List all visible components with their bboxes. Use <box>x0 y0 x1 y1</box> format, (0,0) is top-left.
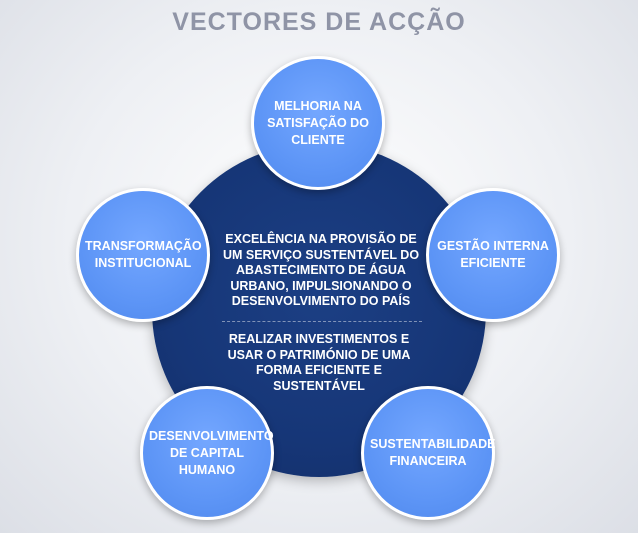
node-institutional-transformation <box>76 188 210 322</box>
node-label: TRANSFORMAÇÃO INSTITUCIONAL <box>85 239 202 270</box>
node-label: MELHORIA NA SATISFAÇÃO DO CLIENTE <box>267 98 369 147</box>
node-label: SUSTENTABILIDADE FINANCEIRA <box>370 437 496 468</box>
node-internal-management <box>426 188 560 322</box>
node-human-capital <box>140 386 274 520</box>
node-label: GESTÃO INTERNA EFICIENTE <box>437 239 549 270</box>
node-label: DESENVOLVIMENTO DE CAPITAL HUMANO <box>149 428 274 477</box>
node-client-satisfaction <box>251 56 385 190</box>
diagram-title: VECTORES DE ACÇÃO <box>172 8 466 36</box>
center-goal-text: REALIZAR INVESTIMENTOS E USAR O PATRIMÓNIO DE UMA FORMA EFICIENTE E SUSTENTÁVEL <box>227 332 411 393</box>
center-mission-text: EXCELÊNCIA NA PROVISÃO DE UM SERVIÇO SUSTENTÁVEL DO ABASTECIMENTO DE ÁGUA URBANO, IMPULSIONANDO O DESENVOLVIMENTO DO PAÍS <box>222 232 420 308</box>
center-divider <box>222 321 422 322</box>
node-financial-sustainability <box>361 386 495 520</box>
